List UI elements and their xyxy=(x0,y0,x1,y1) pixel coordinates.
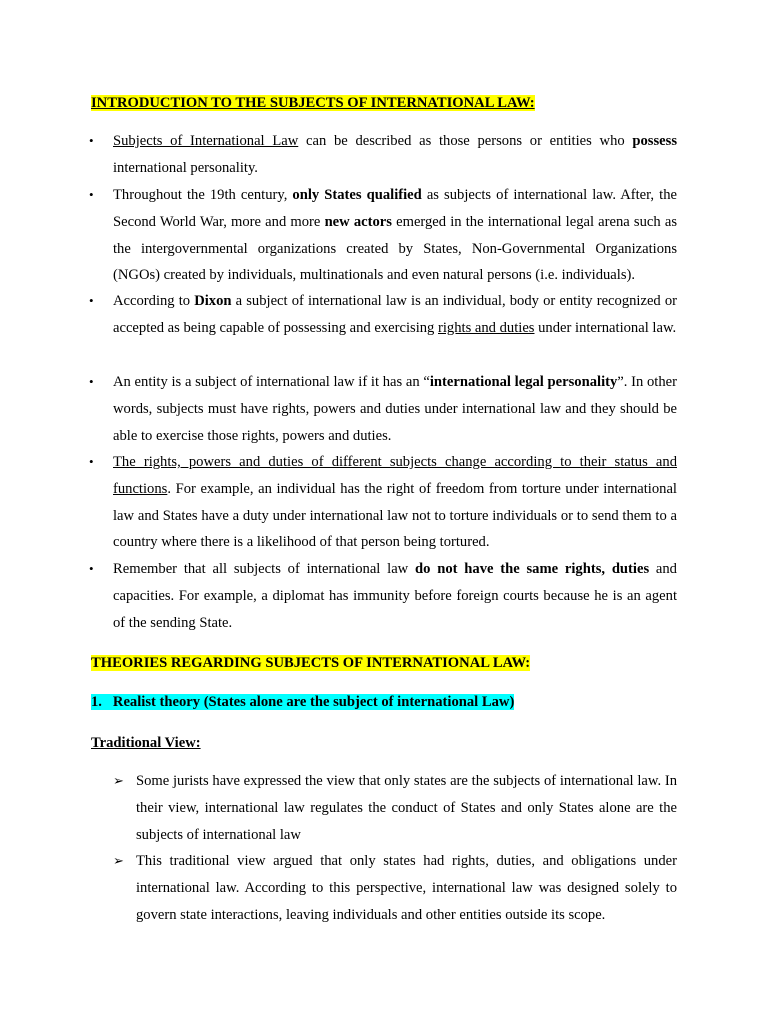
traditional-bullet-2: This traditional view argued that only states had rights, duties, and obligations under international law. According to this perspective, international law was designed solely to govern state interactions, leaving individuals and other entities outside its scope. xyxy=(136,853,677,923)
arrow-bullet-icon: ➢ xyxy=(113,853,124,868)
intro-bullet-2: Throughout the 19th century, only States qualified as subjects of international law. After, the Second World War, more and more new actors emerged in the international legal arena such as the intergovernmental organizations created by States, Non-Governmental Organizations (NGOs) created by individuals, multinationals and even natural persons (i.e. individuals). xyxy=(113,187,677,284)
bullet-icon: • xyxy=(89,454,94,469)
intro-bullet-5: The rights, powers and duties of different subjects change according to their status and functions. For example, an individual has the right of freedom from torture under international law and States have a duty under international law not to torture individuals or to send them to a country where there is a likelihood of that person being tortured. xyxy=(113,454,677,551)
intro-bullet-6: Remember that all subjects of international law do not have the same rights, duties and capacities. For example, a diplomat has immunity before foreign courts because he is an agent of the sending State. xyxy=(113,561,677,631)
arrow-bullet-icon: ➢ xyxy=(113,773,124,788)
traditional-view-heading: Traditional View: xyxy=(91,735,201,751)
bullet-icon: • xyxy=(89,374,94,389)
intro-bullet-3: According to Dixon a subject of international law is an individual, body or entity recognized or accepted as being capable of possessing and exercising rights and duties under international law. xyxy=(113,293,677,336)
theories-heading: THEORIES REGARDING SUBJECTS OF INTERNATIONAL LAW: xyxy=(91,655,531,671)
traditional-bullet-1: Some jurists have expressed the view that only states are the subjects of international law. In their view, international law regulates the conduct of States and only States alone are the subjects of international law xyxy=(136,773,677,843)
bullet-icon: • xyxy=(89,187,94,202)
intro-bullet-1: Subjects of International Law can be described as those persons or entities who possess international personality. xyxy=(113,133,677,176)
intro-heading: INTRODUCTION TO THE SUBJECTS OF INTERNATIONAL LAW: xyxy=(91,95,535,111)
bullet-icon: • xyxy=(89,561,94,576)
intro-bullet-4: An entity is a subject of international law if it has an “international legal personality”. In other words, subjects must have rights, powers and duties under international law and they should be able to exercise those rights, powers and duties. xyxy=(113,374,677,444)
bullet-icon: • xyxy=(89,293,94,308)
bullet-icon: • xyxy=(89,133,94,148)
realist-theory-heading: 1. Realist theory (States alone are the subject of international Law) xyxy=(91,694,515,710)
